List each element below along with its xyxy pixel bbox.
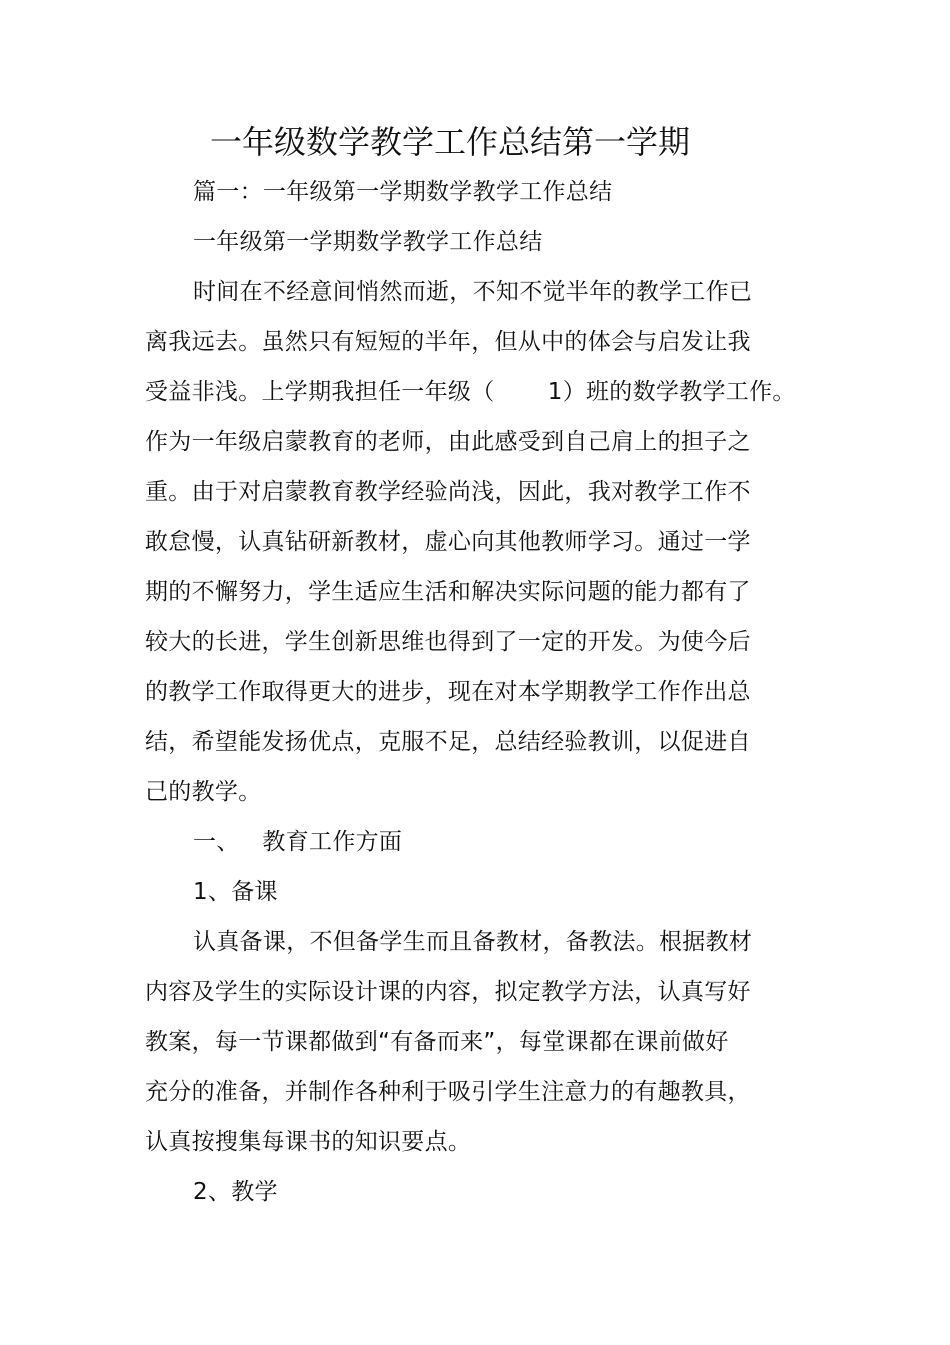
- section-heading: 篇一：一年级第一学期数学教学工作总结: [193, 179, 613, 205]
- paragraph-line: 的教学工作取得更大的进步，现在对本学期教学工作作出总: [145, 679, 751, 705]
- subtitle: 一年级第一学期数学教学工作总结: [193, 229, 543, 255]
- paragraph-line: 受益非浅。上学期我担任一年级（ 1）班的数学教学工作。: [145, 379, 796, 405]
- paragraph-line: 敢怠慢，认真钻研新教材，虚心向其他教师学习。通过一学: [145, 529, 751, 555]
- paragraph-line: 作为一年级启蒙教育的老师，由此感受到自己肩上的担子之: [145, 429, 751, 455]
- subsection-heading: 1、备课: [193, 879, 278, 905]
- paragraph-line: 时间在不经意间悄然而逝，不知不觉半年的教学工作已: [193, 279, 753, 305]
- paragraph-line: 充分的准备，并制作各种利于吸引学生注意力的有趣教具，: [145, 1079, 751, 1105]
- subsection-heading: 2、教学: [193, 1179, 278, 1205]
- paragraph-line: 较大的长进，学生创新思维也得到了一定的开发。为使今后: [145, 629, 751, 655]
- paragraph-line: 教案，每一节课都做到“有备而来”，每堂课都在课前做好: [145, 1029, 729, 1055]
- paragraph-line: 离我远去。虽然只有短短的半年，但从中的体会与启发让我: [145, 329, 751, 355]
- paragraph-line: 认真备课，不但备学生而且备教材，备教法。根据教材: [193, 929, 753, 955]
- document-title: 一年级数学教学工作总结第一学期: [209, 123, 690, 161]
- paragraph-line: 己的教学。: [145, 779, 262, 805]
- paragraph-line: 重。由于对启蒙教育教学经验尚浅，因此，我对教学工作不: [145, 479, 751, 505]
- paragraph-line: 结，希望能发扬优点，克服不足，总结经验教训，以促进自: [145, 729, 751, 755]
- paragraph-line: 认真按搜集每课书的知识要点。: [145, 1129, 472, 1155]
- section-heading: 一、 教育工作方面: [193, 829, 403, 855]
- paragraph-line: 期的不懈努力，学生适应生活和解决实际问题的能力都有了: [145, 579, 751, 605]
- paragraph-line: 内容及学生的实际设计课的内容，拟定教学方法，认真写好: [145, 979, 751, 1005]
